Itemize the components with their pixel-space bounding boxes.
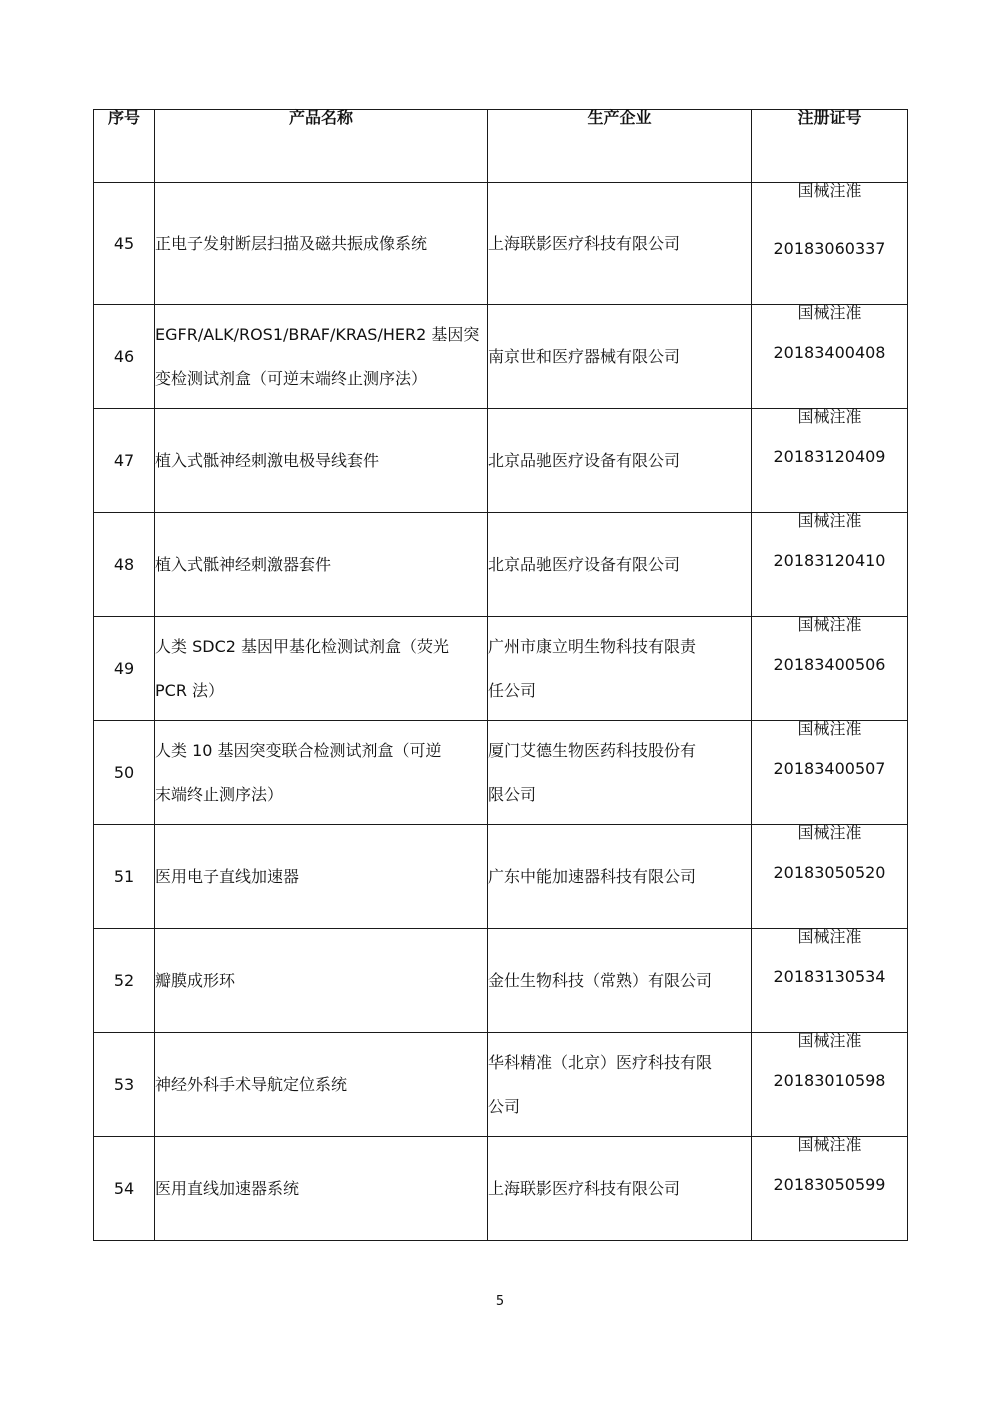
- manufacturer-line: 任公司: [488, 680, 537, 700]
- table-row: [94, 929, 908, 1033]
- registration-number: 20183120410: [773, 551, 886, 570]
- serial-number-cell: 51: [94, 825, 155, 929]
- serial-number-cell: 47: [94, 409, 155, 513]
- manufacturer-cell: [488, 721, 752, 825]
- header-product-name: 产品名称: [155, 110, 488, 183]
- registration-cell: [752, 183, 908, 305]
- header-serial-number: 序号: [94, 110, 155, 183]
- product-name-cell: [155, 617, 488, 721]
- registration-cell: [752, 825, 908, 929]
- product-name-line: PCR 法）: [155, 680, 225, 700]
- table-header-row: [94, 110, 908, 183]
- registration-prefix: 国械注准: [797, 303, 862, 322]
- table-row: [94, 513, 908, 617]
- product-name-line: EGFR/ALK/ROS1/BRAF/KRAS/HER2 基因突: [155, 324, 480, 344]
- product-name-cell: 医用电子直线加速器: [155, 825, 488, 929]
- manufacturer-line: 厦门艾德生物医药科技股份有: [488, 740, 697, 760]
- registration-prefix: 国械注准: [797, 823, 862, 842]
- product-name-cell: [155, 721, 488, 825]
- registration-cell: [752, 617, 908, 721]
- registration-prefix: 国械注准: [797, 181, 862, 200]
- manufacturer-cell: 南京世和医疗器械有限公司: [488, 305, 752, 409]
- registration-number: 20183130534: [773, 967, 886, 986]
- registration-number: 20183060337: [773, 239, 886, 258]
- product-name-cell: 医用直线加速器系统: [155, 1137, 488, 1241]
- table-row: [94, 183, 908, 305]
- serial-number-cell: 54: [94, 1137, 155, 1241]
- registration-cell: [752, 409, 908, 513]
- product-name-cell: 神经外科手术导航定位系统: [155, 1033, 488, 1137]
- manufacturer-cell: [488, 1033, 752, 1137]
- serial-number-cell: 46: [94, 305, 155, 409]
- product-name-line: 人类 SDC2 基因甲基化检测试剂盒（荧光: [155, 636, 450, 656]
- header-manufacturer: 生产企业: [488, 110, 752, 183]
- table-row: [94, 825, 908, 929]
- registration-cell: [752, 929, 908, 1033]
- manufacturer-line: 广州市康立明生物科技有限责: [488, 636, 697, 656]
- registration-prefix: 国械注准: [797, 1031, 862, 1050]
- registration-prefix: 国械注准: [797, 511, 862, 530]
- registration-number: 20183010598: [773, 1071, 886, 1090]
- registration-cell: [752, 1033, 908, 1137]
- registration-prefix: 国械注准: [797, 719, 862, 738]
- serial-number-cell: 53: [94, 1033, 155, 1137]
- registration-cell: [752, 721, 908, 825]
- registration-number: 20183050599: [773, 1175, 886, 1194]
- serial-number-cell: 49: [94, 617, 155, 721]
- product-name-cell: 植入式骶神经刺激器套件: [155, 513, 488, 617]
- serial-number-cell: 45: [94, 183, 155, 305]
- registration-table: [93, 109, 908, 1241]
- registration-number: 20183400507: [773, 759, 886, 778]
- header-registration-number: 注册证号: [752, 110, 908, 183]
- table-row: [94, 409, 908, 513]
- registration-prefix: 国械注准: [797, 927, 862, 946]
- registration-cell: [752, 513, 908, 617]
- registration-cell: [752, 305, 908, 409]
- manufacturer-line: 限公司: [488, 784, 537, 804]
- manufacturer-line: 华科精准（北京）医疗科技有限: [488, 1052, 713, 1072]
- serial-number-cell: 52: [94, 929, 155, 1033]
- product-name-cell: 瓣膜成形环: [155, 929, 488, 1033]
- table-row: [94, 721, 908, 825]
- product-name-cell: 正电子发射断层扫描及磁共振成像系统: [155, 183, 488, 305]
- registration-number: 20183050520: [773, 863, 886, 882]
- manufacturer-cell: 广东中能加速器科技有限公司: [488, 825, 752, 929]
- manufacturer-cell: [488, 617, 752, 721]
- serial-number-cell: 50: [94, 721, 155, 825]
- product-name-line: 变检测试剂盒（可逆末端终止测序法）: [155, 368, 428, 388]
- registration-prefix: 国械注准: [797, 1135, 862, 1154]
- registration-cell: [752, 1137, 908, 1241]
- page-number: 5: [495, 1294, 505, 1309]
- table-row: [94, 1137, 908, 1241]
- manufacturer-cell: 上海联影医疗科技有限公司: [488, 1137, 752, 1241]
- product-name-line: 末端终止测序法）: [155, 784, 284, 804]
- table-row: [94, 305, 908, 409]
- manufacturer-cell: 金仕生物科技（常熟）有限公司: [488, 929, 752, 1033]
- registration-number: 20183400408: [773, 343, 886, 362]
- registration-number: 20183400506: [773, 655, 886, 674]
- product-name-cell: 植入式骶神经刺激电极导线套件: [155, 409, 488, 513]
- registration-prefix: 国械注准: [797, 407, 862, 426]
- manufacturer-cell: 北京品驰医疗设备有限公司: [488, 409, 752, 513]
- registration-number: 20183120409: [773, 447, 886, 466]
- table-row: [94, 617, 908, 721]
- table-row: [94, 1033, 908, 1137]
- product-name-line: 人类 10 基因突变联合检测试剂盒（可逆: [155, 740, 442, 760]
- serial-number-cell: 48: [94, 513, 155, 617]
- product-name-cell: [155, 305, 488, 409]
- manufacturer-cell: 上海联影医疗科技有限公司: [488, 183, 752, 305]
- manufacturer-line: 公司: [488, 1096, 521, 1116]
- manufacturer-cell: 北京品驰医疗设备有限公司: [488, 513, 752, 617]
- registration-prefix: 国械注准: [797, 615, 862, 634]
